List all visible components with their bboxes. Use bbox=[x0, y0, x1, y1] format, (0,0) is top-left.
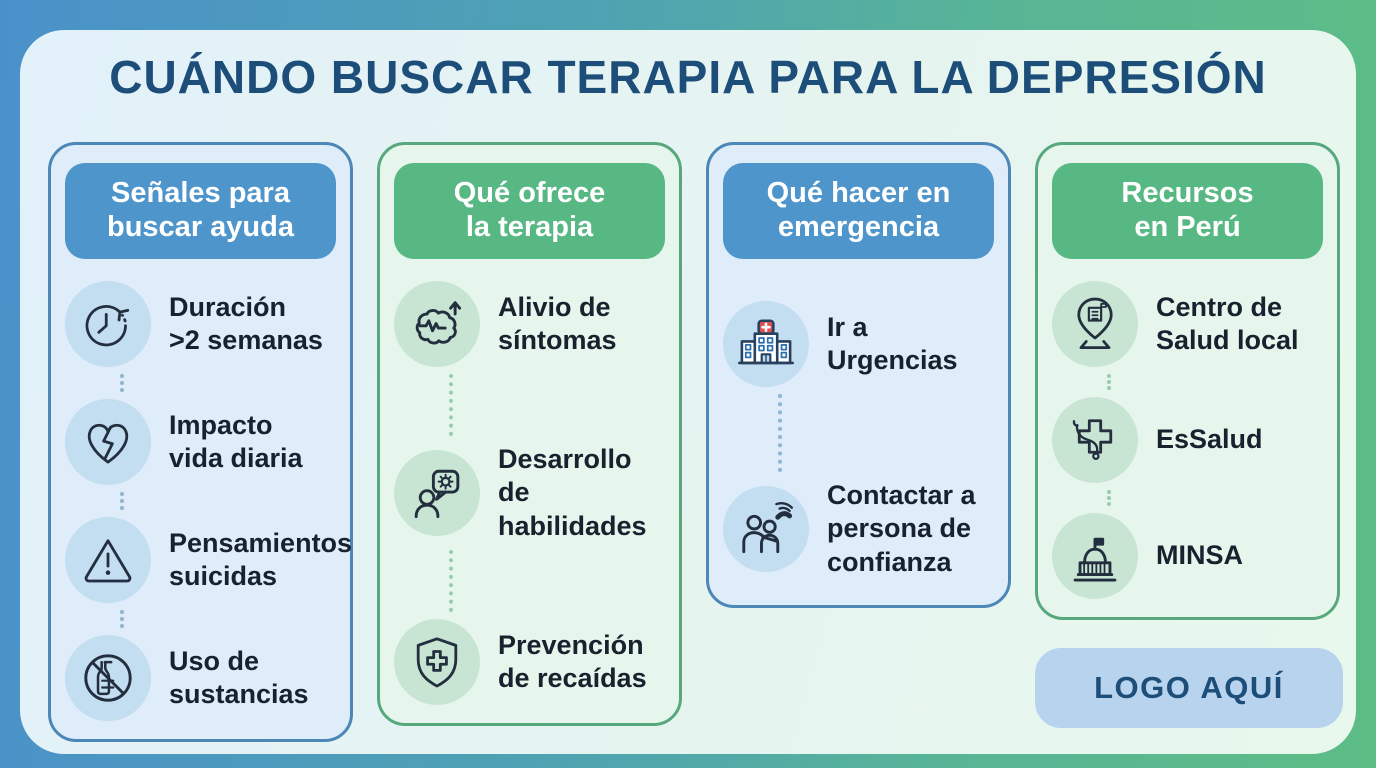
list-item bbox=[723, 301, 994, 387]
label-line: confianza bbox=[827, 546, 952, 577]
dotted-connector bbox=[1107, 374, 1111, 390]
item-label bbox=[498, 629, 647, 696]
column-terapia-items bbox=[394, 281, 665, 705]
list-item bbox=[1052, 397, 1323, 483]
header-line: Qué hacer en bbox=[766, 177, 951, 210]
list-item bbox=[394, 619, 665, 705]
label-line: EsSalud bbox=[1156, 424, 1263, 455]
label-line: Urgencias bbox=[827, 345, 958, 375]
icon-circle bbox=[723, 486, 809, 572]
page-title: CUÁNDO BUSCAR TERAPIA PARA LA DEPRESIÓN bbox=[109, 51, 1267, 103]
dotted-connector bbox=[778, 394, 782, 472]
icon-circle bbox=[394, 619, 480, 705]
header-line: en Perú bbox=[1134, 211, 1241, 243]
label-line: MINSA bbox=[1156, 540, 1243, 571]
item-label bbox=[169, 291, 323, 358]
shield-cross-icon bbox=[409, 634, 465, 690]
list-item bbox=[65, 399, 336, 485]
header-line: Qué ofrece bbox=[453, 177, 606, 210]
logo-placeholder: LOGO AQUÍ bbox=[1035, 648, 1343, 728]
label-line: Contactar a bbox=[827, 480, 976, 510]
column-terapia bbox=[377, 142, 682, 726]
list-item bbox=[65, 281, 336, 367]
dotted-connector bbox=[1107, 490, 1111, 506]
column-recursos-header bbox=[1052, 163, 1323, 259]
list-item bbox=[65, 635, 336, 721]
medical-cross-stethoscope-icon bbox=[1067, 412, 1123, 468]
column-recursos-items bbox=[1052, 281, 1323, 599]
item-label bbox=[169, 645, 309, 712]
icon-circle bbox=[65, 517, 151, 603]
header-line: la terapia bbox=[465, 211, 594, 243]
infographic-canvas bbox=[20, 30, 1356, 754]
list-item bbox=[394, 443, 665, 543]
item-label bbox=[1156, 423, 1263, 456]
label-line: >2 semanas bbox=[169, 325, 323, 355]
icon-circle bbox=[394, 450, 480, 536]
header-line: buscar ayuda bbox=[107, 211, 294, 243]
column-senales bbox=[48, 142, 353, 742]
header-line: Recursos bbox=[1121, 177, 1254, 210]
dotted-connector bbox=[449, 374, 453, 436]
label-line: Prevención bbox=[498, 629, 644, 660]
header-line: emergencia bbox=[777, 211, 940, 243]
label-line: Pensamientos bbox=[169, 527, 353, 558]
hospital-icon bbox=[735, 317, 797, 371]
label-line: vida diaria bbox=[169, 443, 303, 473]
item-label bbox=[1156, 291, 1299, 358]
icon-circle bbox=[723, 301, 809, 387]
list-item bbox=[65, 517, 353, 603]
dotted-connector bbox=[120, 374, 124, 392]
column-emergencia-items bbox=[723, 301, 994, 579]
label-line: habilidades bbox=[498, 510, 647, 541]
icon-circle bbox=[1052, 513, 1138, 599]
no-substances-icon bbox=[79, 649, 137, 707]
list-item bbox=[394, 281, 665, 367]
column-terapia-header bbox=[394, 163, 665, 259]
label-line: suicidas bbox=[169, 561, 278, 591]
icon-circle bbox=[1052, 281, 1138, 367]
government-building-icon bbox=[1066, 528, 1124, 584]
icon-circle bbox=[394, 281, 480, 367]
broken-heart-icon bbox=[80, 414, 136, 470]
column-emergencia-header bbox=[723, 163, 994, 259]
label-line: Uso de bbox=[169, 645, 260, 676]
dotted-connector bbox=[120, 610, 124, 628]
item-label bbox=[169, 527, 352, 594]
clock-cycle-icon bbox=[80, 296, 136, 352]
label-line: sustancias bbox=[169, 679, 309, 709]
support-call-icon bbox=[737, 500, 795, 558]
label-line: Salud local bbox=[1156, 325, 1299, 355]
item-label bbox=[827, 311, 958, 378]
label-line: Centro de bbox=[1156, 291, 1283, 322]
brain-improvement-icon bbox=[408, 295, 466, 353]
item-label bbox=[1156, 539, 1243, 572]
item-label bbox=[169, 409, 303, 476]
item-label bbox=[827, 479, 976, 579]
list-item bbox=[723, 479, 994, 579]
health-center-pin-icon bbox=[1067, 295, 1123, 353]
item-label bbox=[498, 291, 617, 358]
label-line: persona de bbox=[827, 513, 972, 544]
label-line: de recaídas bbox=[498, 663, 647, 694]
dotted-connector bbox=[120, 492, 124, 510]
header-line: Señales para bbox=[111, 177, 290, 210]
list-item bbox=[1052, 281, 1323, 367]
icon-circle bbox=[65, 281, 151, 367]
icon-circle bbox=[65, 635, 151, 721]
label-line: Desarrollo de bbox=[498, 444, 632, 508]
icon-circle bbox=[65, 399, 151, 485]
warning-triangle-icon bbox=[80, 532, 136, 588]
column-senales-header bbox=[65, 163, 336, 259]
item-label bbox=[498, 443, 665, 543]
label-line: síntomas bbox=[498, 325, 617, 355]
list-item bbox=[1052, 513, 1323, 599]
icon-circle bbox=[1052, 397, 1138, 483]
label-line: Ir a bbox=[827, 311, 868, 342]
label-line: Alivio de bbox=[498, 291, 611, 322]
column-emergencia bbox=[706, 142, 1011, 608]
label-line: Impacto bbox=[169, 409, 273, 440]
skills-development-icon bbox=[408, 464, 466, 522]
column-recursos bbox=[1035, 142, 1340, 620]
column-senales-items bbox=[65, 281, 353, 721]
dotted-connector bbox=[449, 550, 453, 612]
label-line: Duración bbox=[169, 291, 287, 322]
